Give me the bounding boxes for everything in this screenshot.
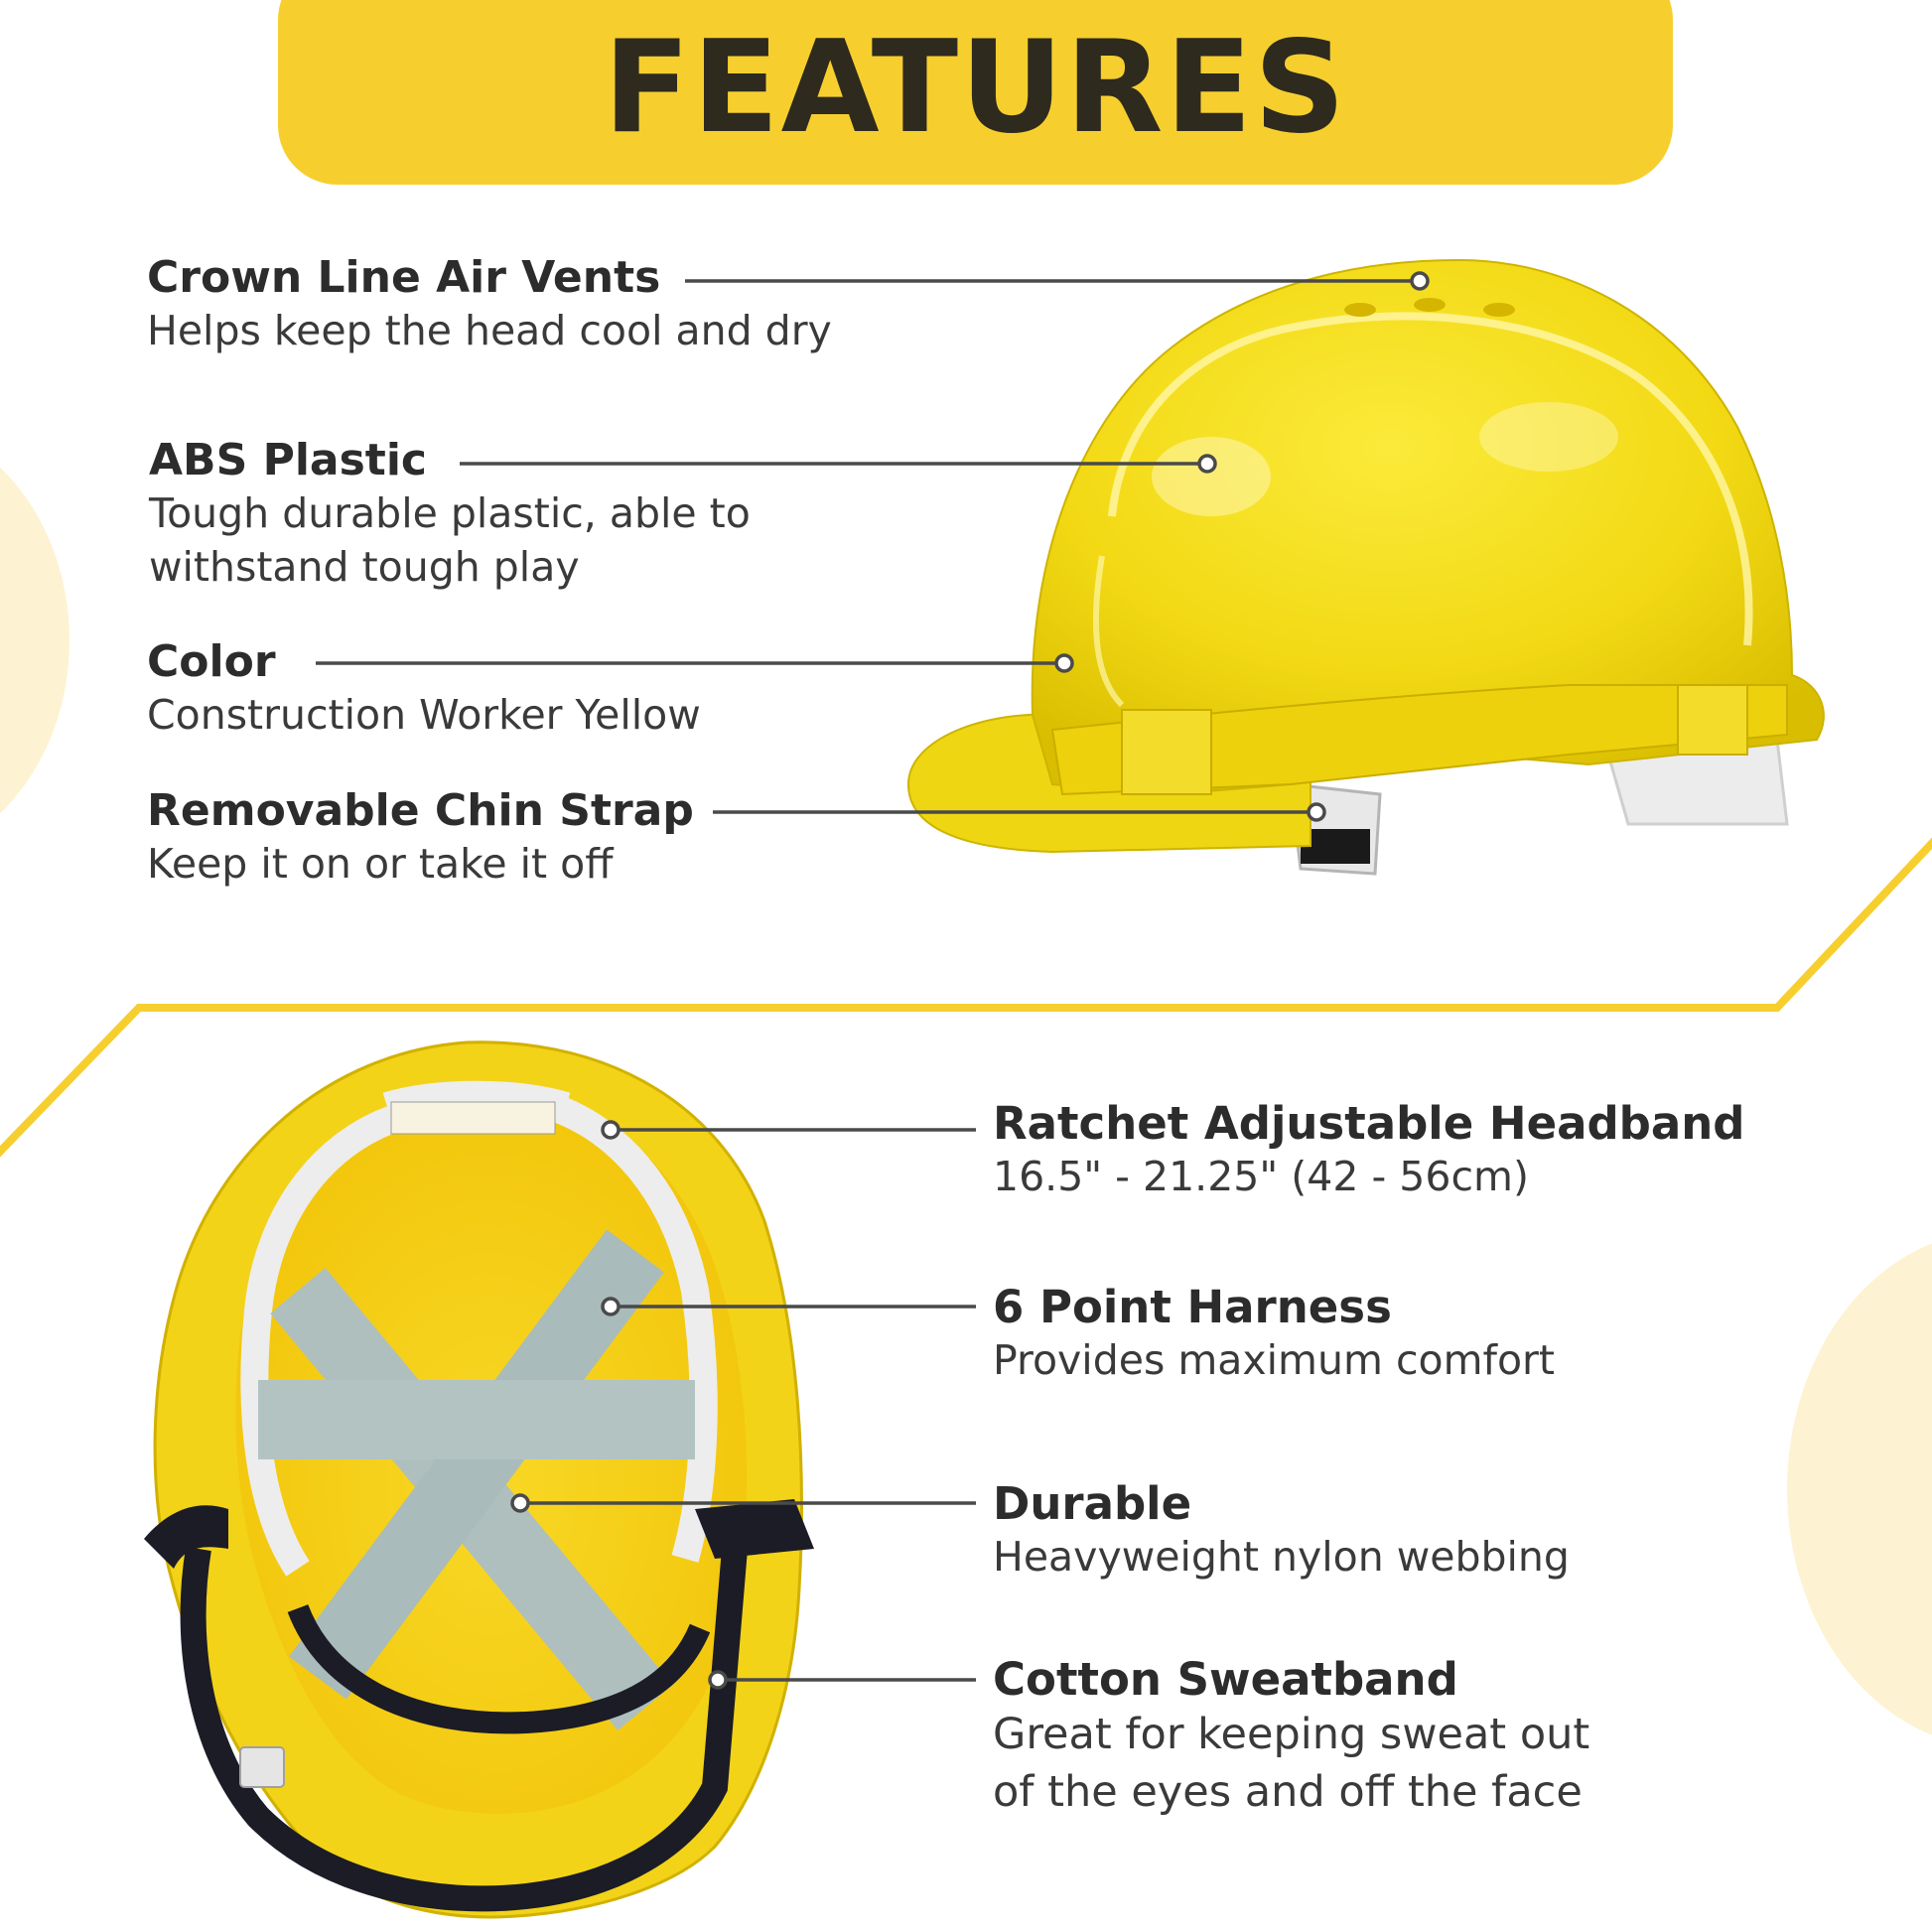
feature-title: Removable Chin Strap xyxy=(147,785,694,836)
feature-6-point-harness xyxy=(993,1282,1555,1387)
feature-title: ABS Plastic xyxy=(149,435,428,485)
feature-description: of the eyes and off the face xyxy=(993,1767,1583,1817)
feature-description: Helps keep the head cool and dry xyxy=(147,307,832,354)
feature-description: Great for keeping sweat out xyxy=(993,1710,1590,1759)
feature-description: Provides maximum comfort xyxy=(993,1336,1555,1384)
feature-title: Crown Line Air Vents xyxy=(147,252,661,303)
feature-title: Durable xyxy=(993,1477,1192,1530)
feature-description: Keep it on or take it off xyxy=(147,840,614,888)
feature-title: Color xyxy=(147,636,276,687)
feature-durable xyxy=(993,1478,1570,1584)
feature-cotton-sweatband xyxy=(993,1654,1589,1821)
feature-ratchet-headband xyxy=(993,1098,1745,1203)
feature-title: Ratchet Adjustable Headband xyxy=(993,1097,1745,1150)
feature-description: Construction Worker Yellow xyxy=(147,691,701,739)
feature-title: 6 Point Harness xyxy=(993,1281,1392,1333)
feature-description: Tough durable plastic, able to xyxy=(149,489,751,537)
feature-abs-plastic xyxy=(149,435,751,594)
feature-description: 16.5" - 21.25" (42 - 56cm) xyxy=(993,1153,1529,1200)
feature-description: Heavyweight nylon webbing xyxy=(993,1533,1570,1581)
feature-color xyxy=(147,636,701,742)
feature-crown-vents xyxy=(147,252,832,357)
feature-title: Cotton Sweatband xyxy=(993,1653,1458,1706)
feature-chin-strap xyxy=(147,785,694,891)
page-title: FEATURES xyxy=(603,14,1348,162)
feature-description: withstand tough play xyxy=(149,543,580,591)
